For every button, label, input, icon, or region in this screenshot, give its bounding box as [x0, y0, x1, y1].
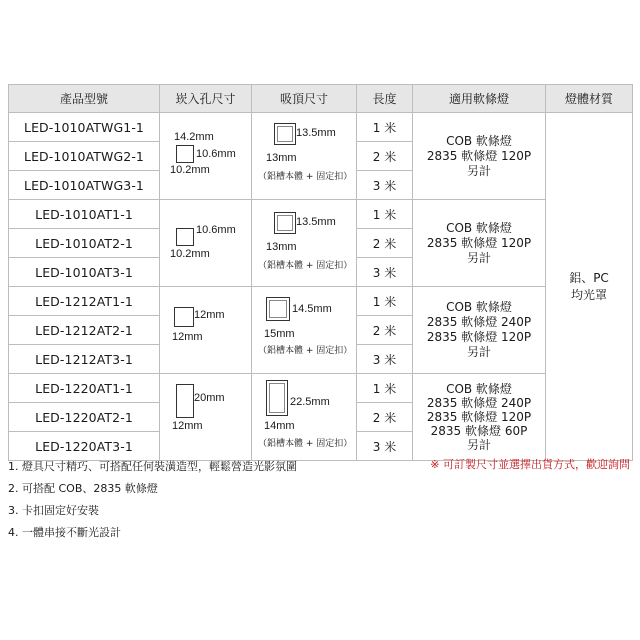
strip-line: COB 軟條燈 — [446, 220, 512, 235]
model-cell: LED-1010AT2-1 — [9, 229, 160, 258]
strip-cell — [413, 287, 546, 374]
length-cell: 1 米 — [357, 200, 413, 229]
ceiling-right-label: 13.5mm — [296, 127, 336, 139]
table-row — [9, 113, 633, 142]
cutout-profile-icon — [176, 228, 194, 246]
cutout-right-label: 10.6mm — [196, 148, 236, 160]
cutout-bottom-label: 12mm — [172, 420, 203, 432]
strip-line: 2835 軟條燈 120P — [426, 410, 532, 424]
cutout-bottom-label: 10.2mm — [170, 248, 210, 260]
header-cutout: 崁入孔尺寸 — [160, 85, 252, 113]
strip-cell — [413, 200, 546, 287]
length-cell: 1 米 — [357, 374, 413, 403]
strip-line: 另計 — [466, 438, 491, 452]
cutout-profile-icon — [174, 307, 194, 327]
ceiling-profile-icon — [266, 297, 290, 321]
ceiling-cell — [252, 287, 357, 374]
material-line: 均光罩 — [570, 287, 607, 302]
material-line: 鋁、PC — [569, 270, 609, 285]
strip-line: 2835 軟條燈 120P — [426, 235, 532, 250]
model-cell: LED-1220AT3-1 — [9, 432, 160, 461]
note-item: 2. 可搭配 COB、2835 軟條燈 — [8, 482, 158, 495]
ceiling-profile-icon — [266, 380, 288, 416]
ceiling-right-label: 22.5mm — [290, 396, 330, 408]
cutout-bottom-label: 12mm — [172, 331, 203, 343]
length-cell: 2 米 — [357, 142, 413, 171]
length-cell: 2 米 — [357, 229, 413, 258]
strip-line: 2835 軟條燈 120P — [426, 148, 532, 163]
cutout-right-label: 20mm — [194, 392, 225, 404]
cutout-right-label: 10.6mm — [196, 224, 236, 236]
ceiling-cell — [252, 374, 357, 461]
header-model: 產品型號 — [9, 85, 160, 113]
ceiling-bottom-label: 13mm — [266, 241, 297, 253]
note-item: 1. 燈具尺寸精巧、可搭配任何裝潢造型，輕鬆營造光影氛圍 — [8, 460, 297, 473]
model-cell: LED-1220AT1-1 — [9, 374, 160, 403]
strip-line: 另計 — [466, 250, 491, 265]
model-cell: LED-1010ATWG3-1 — [9, 171, 160, 200]
feature-notes — [8, 456, 297, 544]
note-item: 3. 卡扣固定好安裝 — [8, 504, 99, 517]
ceiling-cell — [252, 113, 357, 200]
length-cell: 1 米 — [357, 287, 413, 316]
length-cell: 1 米 — [357, 113, 413, 142]
length-cell: 3 米 — [357, 258, 413, 287]
model-cell: LED-1010ATWG1-1 — [9, 113, 160, 142]
model-cell: LED-1010ATWG2-1 — [9, 142, 160, 171]
cutout-profile-icon — [176, 145, 194, 163]
strip-line: COB 軟條燈 — [446, 382, 512, 396]
ceiling-right-label: 13.5mm — [296, 216, 336, 228]
custom-order-remark: ※ 可訂製尺寸並選擇出貨方式，歡迎詢問 — [430, 458, 630, 471]
cutout-cell — [160, 113, 252, 200]
note-item: 4. 一體串接不斷光設計 — [8, 526, 121, 539]
model-cell: LED-1220AT2-1 — [9, 403, 160, 432]
model-cell: LED-1212AT3-1 — [9, 345, 160, 374]
ceiling-bottom-label: 13mm — [266, 152, 297, 164]
strip-line: 2835 軟條燈 120P — [426, 330, 532, 344]
strip-line: 另計 — [466, 345, 491, 359]
strip-line: COB 軟條燈 — [446, 133, 512, 148]
ceiling-cell — [252, 200, 357, 287]
table-row — [9, 287, 633, 316]
strip-cell — [413, 113, 546, 200]
header-length: 長度 — [357, 85, 413, 113]
cutout-bottom-label: 10.2mm — [170, 164, 210, 176]
ceiling-right-label: 14.5mm — [292, 303, 332, 315]
cutout-cell — [160, 287, 252, 374]
strip-cell — [413, 374, 546, 461]
table-row — [9, 374, 633, 403]
ceiling-note: （鋁槽本體 + 固定扣） — [258, 172, 353, 182]
strip-line: 2835 軟條燈 240P — [426, 396, 532, 410]
cutout-cell — [160, 200, 252, 287]
cutout-top-label: 14.2mm — [174, 131, 214, 143]
length-cell: 3 米 — [357, 171, 413, 200]
model-cell: LED-1010AT1-1 — [9, 200, 160, 229]
ceiling-profile-icon — [274, 123, 296, 145]
ceiling-bottom-label: 14mm — [264, 420, 295, 432]
strip-line: 2835 軟條燈 240P — [426, 315, 532, 329]
ceiling-profile-icon — [274, 212, 296, 234]
cutout-profile-icon — [176, 384, 194, 418]
length-cell: 2 米 — [357, 316, 413, 345]
spec-table — [8, 84, 633, 461]
ceiling-bottom-label: 15mm — [264, 328, 295, 340]
cutout-right-label: 12mm — [194, 309, 225, 321]
table-row — [9, 200, 633, 229]
cutout-cell — [160, 374, 252, 461]
header-strip: 適用軟條燈 — [413, 85, 546, 113]
header-material: 燈體材質 — [546, 85, 633, 113]
table-header-row — [9, 85, 633, 113]
length-cell: 2 米 — [357, 403, 413, 432]
strip-line: 另計 — [466, 163, 491, 178]
header-ceiling: 吸頂尺寸 — [252, 85, 357, 113]
length-cell: 3 米 — [357, 345, 413, 374]
material-cell — [546, 113, 633, 461]
model-cell: LED-1010AT3-1 — [9, 258, 160, 287]
length-cell: 3 米 — [357, 432, 413, 461]
ceiling-note: （鋁槽本體 + 固定扣） — [258, 261, 353, 271]
ceiling-note: （鋁槽本體 + 固定扣） — [258, 439, 353, 449]
ceiling-note: （鋁槽本體 + 固定扣） — [258, 346, 353, 356]
model-cell: LED-1212AT2-1 — [9, 316, 160, 345]
strip-line: 2835 軟條燈 60P — [430, 424, 528, 438]
strip-line: COB 軟條燈 — [446, 300, 512, 314]
model-cell: LED-1212AT1-1 — [9, 287, 160, 316]
